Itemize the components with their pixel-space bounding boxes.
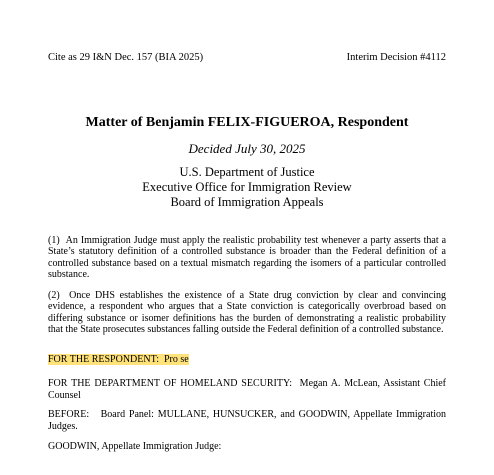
before-panel (48, 409, 446, 432)
decided-date: Decided July 30, 2025 (188, 141, 306, 156)
agency-line-department: U.S. Department of Justice (179, 165, 315, 179)
holding-2 (48, 290, 446, 336)
highlighted-respondent-counsel (48, 354, 189, 365)
dhs-label: FOR THE DEPARTMENT OF HOMELAND SECURITY: (48, 378, 293, 389)
agency-block (0, 165, 494, 210)
agency-line-board: Board of Immigration Appeals (170, 195, 324, 209)
holding-1 (48, 235, 446, 281)
before-text: Board Panel: MULLANE, HUNSUCKER, and GOODWIN, Appellate Immigration Judges. (48, 409, 447, 432)
agency-line-office: Executive Office for Immigration Review (142, 180, 352, 194)
holding-text: Once DHS establishes the existence of a State drug conviction by clear and convincing evidence, a respondent who argues that a State conviction is categorically overbroad based on differing substance or isomer definitions has the burden of demonstrating a realistic probability that the State prosecutes substances falling outside the Federal definition of a controlled substance. (48, 290, 446, 336)
holding-number: (1) (48, 235, 60, 246)
holding-number: (2) (48, 290, 60, 301)
citation: Cite as 29 I&N Dec. 157 (BIA 2025) (48, 52, 204, 63)
before-label: BEFORE: (48, 409, 90, 420)
holding-text: An Immigration Judge must apply the realistic probability test whenever a party asserts that a State’s statutory definition of a controlled substance is broader than the Federal definition of a controlled substance based on a textual mismatch regarding the isomers of a particular controlled substance. (48, 235, 447, 281)
case-title: Matter of Benjamin FELIX-FIGUEROA, Respondent (85, 115, 409, 130)
respondent-label: FOR THE RESPONDENT: (48, 354, 159, 365)
dhs-value: Megan A. McLean, Assistant Chief Counsel (48, 378, 446, 401)
interim-decision-number: Interim Decision #4112 (346, 52, 446, 63)
opinion-author: GOODWIN, Appellate Immigration Judge: (48, 441, 222, 452)
respondent-counsel (48, 354, 446, 366)
respondent-value: Pro se (164, 354, 189, 365)
page-header (48, 52, 446, 63)
dhs-counsel (48, 378, 446, 401)
